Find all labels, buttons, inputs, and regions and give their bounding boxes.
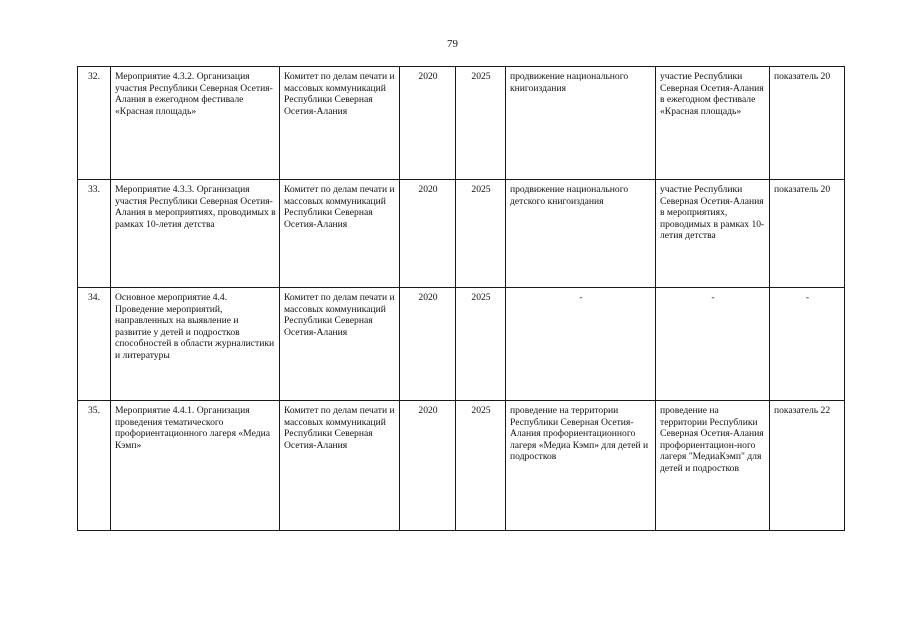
table-row <box>78 180 845 288</box>
expected-result-cell: - <box>656 288 770 401</box>
end-year-cell: 2025 <box>456 180 506 288</box>
table-row <box>78 288 845 401</box>
expected-result-cell: проведение на территории Республики Северная Осетия-Алания профориентацион-ного лагеря "МедиаКэмп" для детей и подростков <box>656 401 770 531</box>
event-name-cell: Мероприятие 4.3.3. Организация участия Республики Северная Осетия-Алания в мероприятиях, проводимых в рамках 10-летия детства <box>111 180 280 288</box>
end-year-cell: 2025 <box>456 401 506 531</box>
event-name-cell: Мероприятие 4.3.2. Организация участия Республики Северная Осетия-Алания в ежегодном фестивале «Красная площадь» <box>111 67 280 180</box>
start-year-cell: 2020 <box>400 180 456 288</box>
expected-result-cell: участие Республики Северная Осетия-Алания в мероприятиях, проводимых в рамках 10-летия детства <box>656 180 770 288</box>
end-year-cell: 2025 <box>456 288 506 401</box>
event-name-cell: Мероприятие 4.4.1. Организация проведения тематического профориентационного лагеря «Медиа Кэмп» <box>111 401 280 531</box>
start-year-cell: 2020 <box>400 67 456 180</box>
indicator-cell: показатель 22 <box>770 401 845 531</box>
result-cell: проведение на территории Республики Северная Осетия-Алания профориентационного лагеря «Медиа Кэмп» для детей и подростков <box>506 401 656 531</box>
start-year-cell: 2020 <box>400 288 456 401</box>
row-number-cell: 33. <box>78 180 111 288</box>
row-number-cell: 32. <box>78 67 111 180</box>
start-year-cell: 2020 <box>400 401 456 531</box>
indicator-cell: показатель 20 <box>770 180 845 288</box>
executor-cell: Комитет по делам печати и массовых коммуникаций Республики Северная Осетия-Алания <box>280 180 400 288</box>
row-number-cell: 34. <box>78 288 111 401</box>
executor-cell: Комитет по делам печати и массовых коммуникаций Республики Северная Осетия-Алания <box>280 288 400 401</box>
table-row <box>78 401 845 531</box>
executor-cell: Комитет по делам печати и массовых коммуникаций Республики Северная Осетия-Алания <box>280 67 400 180</box>
event-name-cell: Основное мероприятие 4.4. Проведение мероприятий, направленных на выявление и развитие у детей и подростков способностей в области журналистики и литературы <box>111 288 280 401</box>
executor-cell: Комитет по делам печати и массовых коммуникаций Республики Северная Осетия-Алания <box>280 401 400 531</box>
result-cell: продвижение национального книгоиздания <box>506 67 656 180</box>
page-number: 79 <box>447 38 458 50</box>
expected-result-cell: участие Республики Северная Осетия-Алания в ежегодном фестивале «Красная площадь» <box>656 67 770 180</box>
result-cell: - <box>506 288 656 401</box>
table-row <box>78 67 845 180</box>
program-events-table <box>77 66 845 531</box>
indicator-cell: показатель 20 <box>770 67 845 180</box>
result-cell: продвижение национального детского книгоиздания <box>506 180 656 288</box>
indicator-cell: - <box>770 288 845 401</box>
row-number-cell: 35. <box>78 401 111 531</box>
end-year-cell: 2025 <box>456 67 506 180</box>
